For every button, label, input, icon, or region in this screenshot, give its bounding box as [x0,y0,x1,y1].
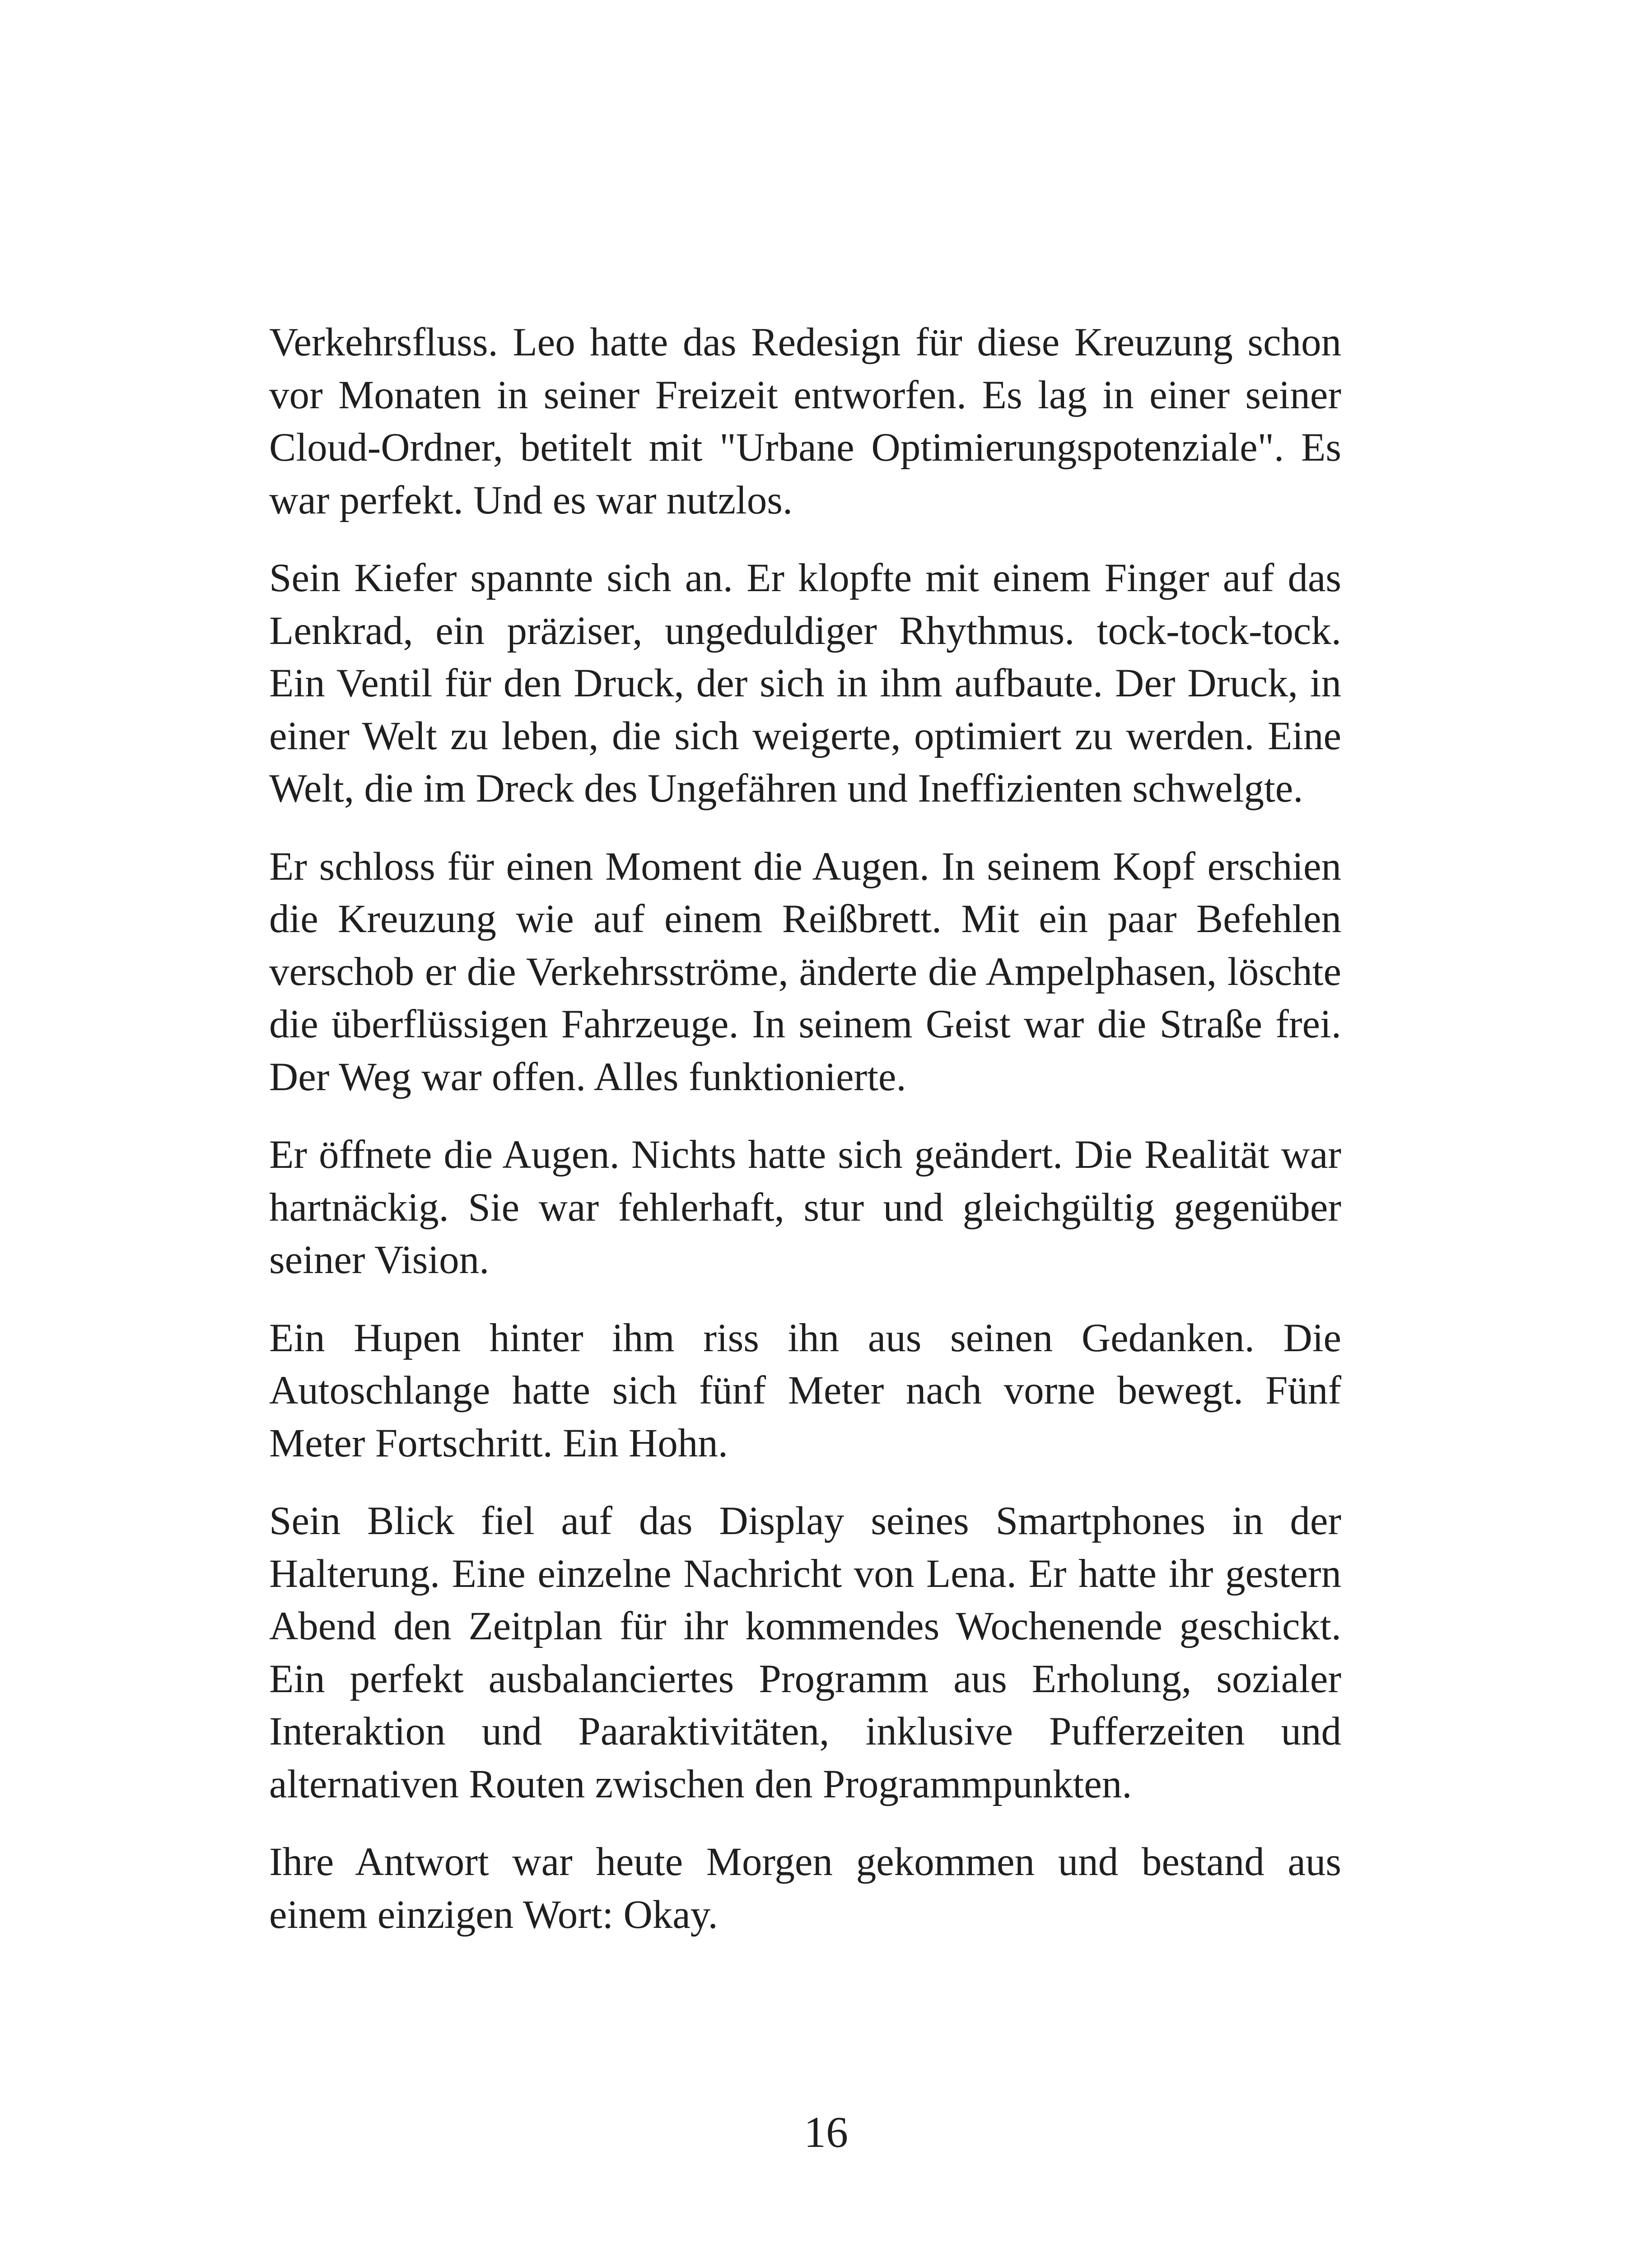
body-text [269,316,1341,1966]
paragraph: Er öffnete die Augen. Nichts hatte sich geändert. Die Realität war hartnäckig. Sie war fehlerhaft, stur und gleichgültig gegenüber seiner Vision. [269,1133,1341,1282]
page-number: 16 [804,2108,848,2157]
paragraph: Ein Hupen hinter ihm riss ihn aus seinen Gedanken. Die Autoschlange hatte sich fünf Meter nach vorne bewegt. Fünf Meter Fortschritt. Ein Hohn. [269,1316,1341,1465]
paragraph: Sein Kiefer spannte sich an. Er klopfte mit einem Finger auf das Lenkrad, ein präziser, ungeduldiger Rhythmus. tock-tock-tock. Ein Ventil für den Druck, der sich in ihm aufbaute. Der Druck, in einer Welt zu leben, die sich weigerte, optimiert zu werden. Eine Welt, die im Dreck des Ungefähren und Ineffizienten schwelgte. [269,556,1341,811]
paragraph: Verkehrsfluss. Leo hatte das Redesign für diese Kreuzung schon vor Monaten in seiner Freizeit entworfen. Es lag in einer seiner Cloud-Ordner, betitelt mit "Urbane Optimierungspotenziale". Es war perfekt. Und es war nutzlos. [269,320,1341,523]
paragraph: Ihre Antwort war heute Morgen gekommen und bestand aus einem einzigen Wort: Okay. [269,1840,1341,1937]
paragraph: Er schloss für einen Moment die Augen. In seinem Kopf erschien die Kreuzung wie auf einem Reißbrett. Mit ein paar Befehlen verschob er die Verkehrsströme, änderte die Ampelphasen, löschte die überflüssigen Fahrzeuge. In seinem Geist war die Straße frei. Der Weg war offen. Alles funktionierte. [269,844,1341,1099]
paragraph: Sein Blick fiel auf das Display seines Smartphones in der Halterung. Eine einzelne Nachricht von Lena. Er hatte ihr gestern Abend den Zeitplan für ihr kommendes Wochenende geschickt. Ein perfekt ausbalanciertes Programm aus Erholung, sozialer Interaktion und Paaraktivitäten, inklusive Pufferzeiten und alternativen Routen zwischen den Programmpunkten. [269,1499,1341,1806]
